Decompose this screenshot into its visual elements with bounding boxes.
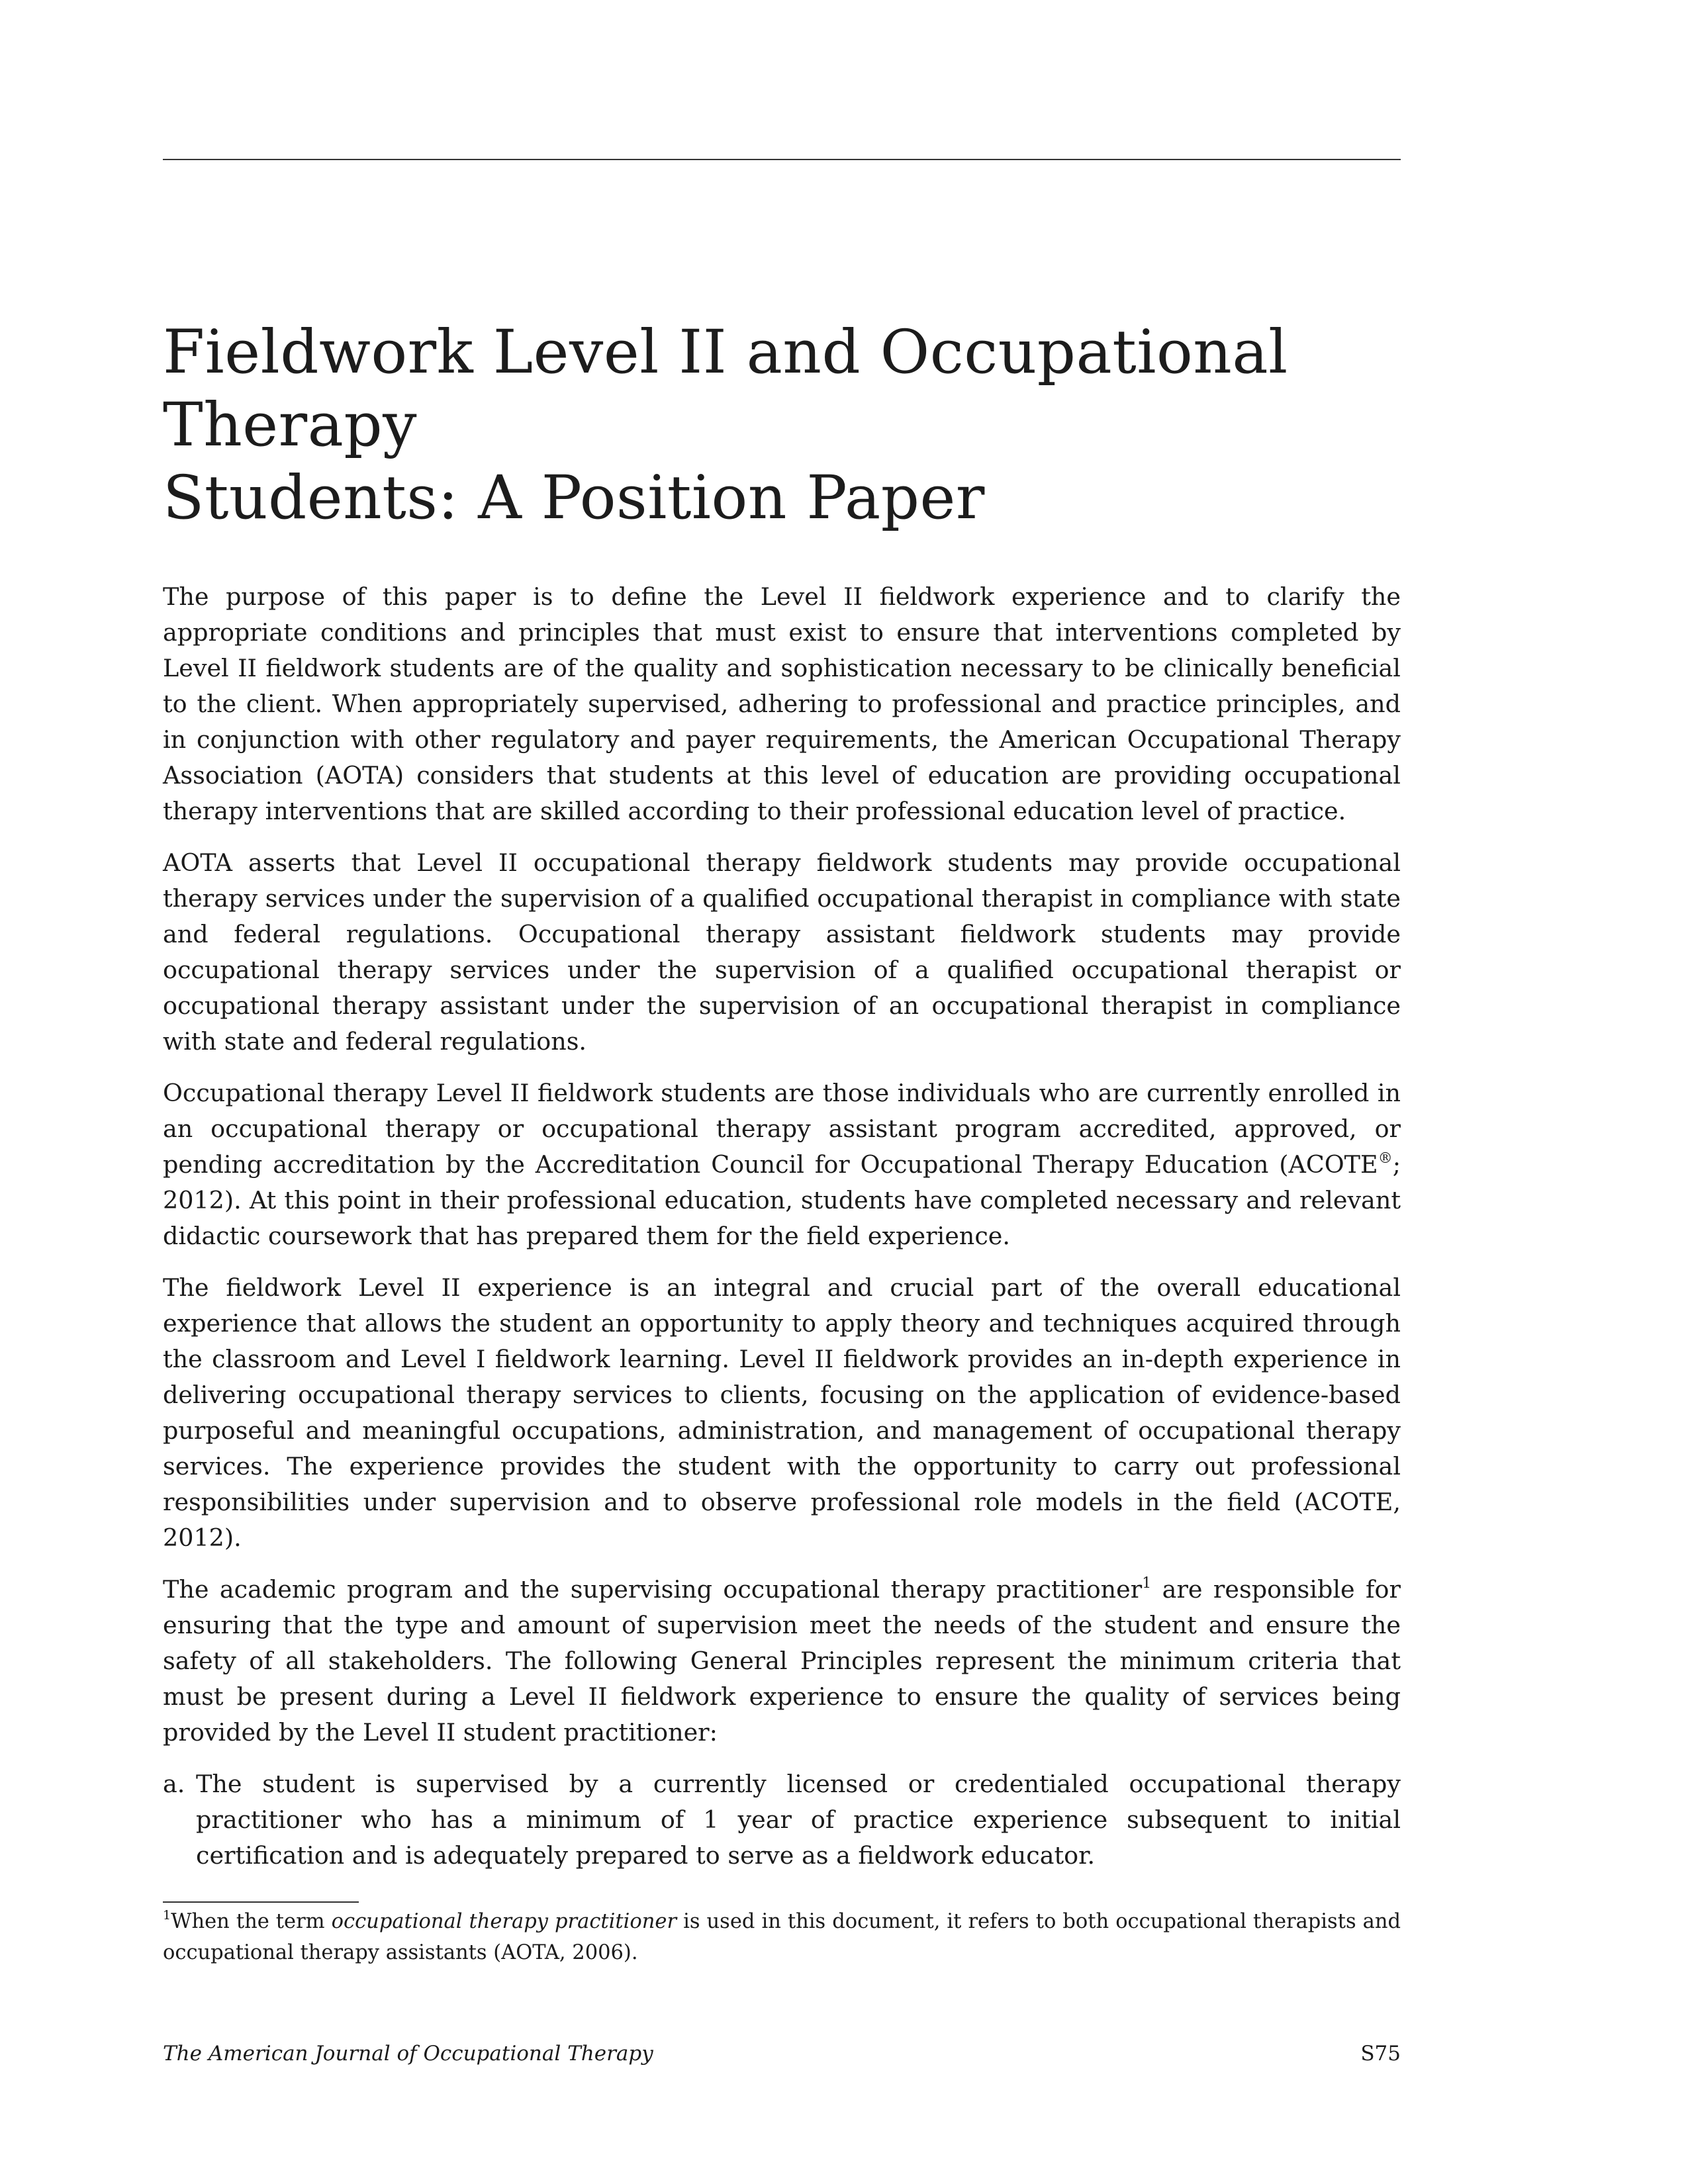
footnote-reference[interactable]: 1 — [1142, 1575, 1152, 1592]
paragraph-students-text-2: ; 2012). At this point in their professional education, students have completed necessary and relevant didactic coursework that has prepared them for the field experience. — [163, 1150, 1401, 1250]
list-marker: a. — [163, 1770, 185, 1798]
footnote — [163, 1906, 1401, 1968]
paragraph-purpose: The purpose of this paper is to define the Level II fieldwork experience and to clarify the appropriate conditions and principles that must exist to ensure that interventions completed by Level II fieldwork students are of the quality and sophistication necessary to be clinically beneficial to the client. When appropriately supervised, adhering to professional and practice principles, and in conjunction with other regulatory and payer requirements, the American Occupational Therapy Association (AOTA) considers that students at this level of education are providing occupational therapy interventions that are skilled according to their professional education level of practice. — [163, 582, 1401, 825]
title-line-1: Fieldwork Level II and Occupational Therapy — [163, 318, 1288, 460]
list-item — [163, 1766, 1401, 1874]
paragraph-fieldwork-experience: The fieldwork Level II experience is an integral and crucial part of the overall educational experience that allows the student an opportunity to apply theory and techniques acquired through the classroom and Level I fieldwork learning. Level II fieldwork provides an in-depth experience in delivering occupational therapy services to clients, focusing on the application of evidence-based purposeful and meaningful occupations, administration, and management of occupational therapy services. The experience provides the student with the opportunity to carry out professional responsibilities under supervision and to observe professional role models in the field (ACOTE, 2012). — [163, 1273, 1401, 1552]
paragraph-students-defined — [163, 1075, 1401, 1254]
footer-journal-title: The American Journal of Occupational Therapy — [163, 2042, 653, 2066]
page-number: S75 — [1360, 2042, 1401, 2066]
paragraph-students-text-1: Occupational therapy Level II fieldwork students are those individuals who are currently enrolled in an occupational therapy or occupational therapy assistant program accredited, approved, or pending accreditation by the Accreditation Council for Occupational Therapy Education (ACOTE — [163, 1079, 1401, 1179]
paragraph-aota-asserts: AOTA asserts that Level II occupational therapy fieldwork students may provide occupational therapy services under the supervision of a qualified occupational therapist in compliance with state and federal regulations. Occupational therapy assistant fieldwork students may provide occupational therapy services under the supervision of a qualified occupational therapist or occupational therapy assistant under the supervision of an occupational therapist in compliance with state and federal regulations. — [163, 848, 1401, 1056]
header-rule — [163, 159, 1401, 160]
title-line-2: Students: A Position Paper — [163, 463, 985, 533]
footnote-term: occupational therapy practitioner — [331, 1910, 677, 1933]
paragraph-academic-text-2: are responsible for ensuring that the type and amount of supervision meet the needs of the student and ensure the safety of all stakeholders. The following General Principles represent the minimum criteria that must be present during a Level II fieldwork experience to ensure the quality of services being provided by the Level II student practitioner: — [163, 1575, 1401, 1747]
footnote-text-2: is used in this document, it refers to both occupational therapists and occupational therapy assistants (AOTA, 2006). — [163, 1910, 1401, 1964]
paragraph-academic-program — [163, 1572, 1401, 1751]
footnote-text-1: When the term — [171, 1910, 332, 1933]
footnote-rule — [163, 1901, 359, 1903]
registered-mark: ® — [1378, 1150, 1393, 1167]
page-title — [163, 316, 1421, 535]
general-principles-list — [163, 1766, 1401, 1874]
footnote-marker: 1 — [163, 1908, 171, 1923]
body-text — [163, 579, 1401, 1874]
paragraph-academic-text-1: The academic program and the supervising occupational therapy practitioner — [163, 1575, 1143, 1604]
list-item-text: The student is supervised by a currently licensed or credentialed occupational therapy practitioner who has a minimum of 1 year of practice experience subsequent to initial certification and is adequately prepared to serve as a fieldwork educator. — [196, 1770, 1401, 1870]
